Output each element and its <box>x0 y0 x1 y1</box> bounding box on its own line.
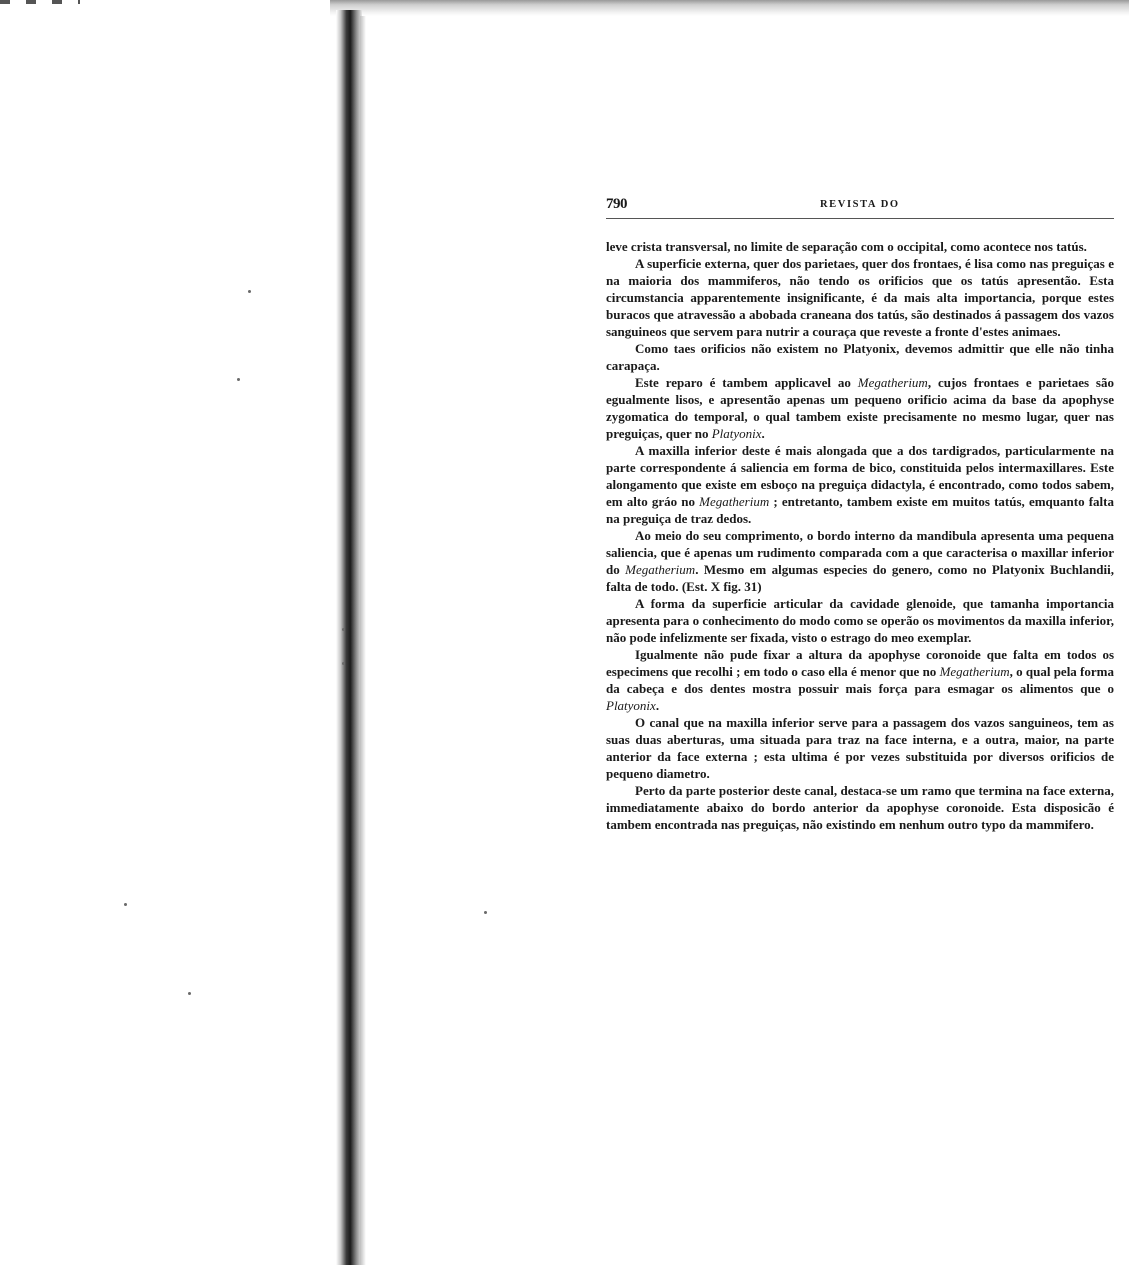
running-title: REVISTA DO <box>820 199 900 210</box>
text-run: . <box>655 698 660 713</box>
text-run: leve crista transversal, no limite de separação com o occipital, como acontece nos tatús. <box>606 239 1087 254</box>
text-run: Igualmente não pude fixar a altura da apophyse coronoide que falta em todos os especimens que recolhi ; em todo o caso ella é menor que no <box>606 647 1114 679</box>
paragraph <box>606 646 1114 714</box>
italic-term: Megatherium <box>939 664 1010 679</box>
italic-term: Megatherium <box>699 494 770 509</box>
book-spine-gutter <box>336 10 362 1265</box>
body-text <box>606 238 1114 833</box>
page-number: 790 <box>606 196 627 212</box>
text-run: , cujos frontaes e parietaes são egualmente lisos, e apresentão apenas um pequeno orificio acima da base da apophyse zygomatica do temporal, o qual tambem existe precisamente no mesmo lugar, quer nas preguiças, quer no <box>606 375 1114 441</box>
text-run: A forma da superficie articular da cavidade glenoide, que tamanha importancia apresenta para o conhecimento do modo como se operão os movimentos da maxilla inferior, não pode infelizmente ser fixada, visto o estrago do meo exemplar. <box>606 596 1114 645</box>
scan-speck <box>248 290 251 293</box>
text-run: A maxilla inferior deste é mais alongada que a dos tardigrados, particularmente na parte correspondente á saliencia em forma de bico, constituida pelos intermaxillares. Este alongamento que existe em esboço na preguiça didactyla, é encontrado, como todos sabem, em alto gráo no <box>606 443 1114 509</box>
scan-speck <box>124 903 127 906</box>
paragraph <box>606 714 1114 782</box>
text-run: Perto da parte posterior deste canal, destaca-se um ramo que termina na face externa, immediatamente abaixo do bordo anterior da apophyse coronoide. Esta disposicão é tambem encontrada nas preguiças, não existindo em nenhum outro typo da mammifero. <box>606 783 1114 832</box>
text-run: Ao meio do seu comprimento, o bordo interno da mandibula apresenta uma pequena saliencia, que é apenas um rudimento comparada com a que caracterisa o maxillar inferior do <box>606 528 1114 577</box>
paragraph <box>606 527 1114 595</box>
scan-speck <box>188 992 191 995</box>
paragraph <box>606 340 1114 374</box>
text-run: ; entretanto, tambem existe em muitos tatús, emquanto falta na preguiça de traz dedos. <box>606 494 1114 526</box>
paragraph <box>606 442 1114 527</box>
scan-speck <box>342 662 345 665</box>
paragraph <box>606 374 1114 442</box>
paragraph <box>606 238 1114 255</box>
italic-term: Platyonix <box>711 426 762 441</box>
paragraph <box>606 255 1114 340</box>
scan-top-shadow <box>330 0 1129 16</box>
book-page <box>606 196 1114 833</box>
paragraph <box>606 782 1114 833</box>
scan-speck <box>484 911 487 914</box>
text-run: . Mesmo em algumas especies do genero, como no Platyonix Buchlandii, falta de todo. (Est. X fig. 31) <box>606 562 1114 594</box>
text-run: O canal que na maxilla inferior serve para a passagem dos vazos sanguineos, tem as suas duas aberturas, uma situada para traz na face interna, e a outra, maior, na parte anterior da face externa ; esta ultima é por vezes substituida por diversos orificios de pequeno diametro. <box>606 715 1114 781</box>
running-header <box>606 196 1114 219</box>
book-spine-edge <box>360 16 366 1265</box>
text-run: , o qual pela forma da cabeça e dos dentes mostra possuir mais força para esmagar os alimentos que o <box>606 664 1114 696</box>
scan-edge-marks <box>0 0 80 4</box>
text-run: Este reparo é tambem applicavel ao <box>635 375 858 390</box>
paragraph <box>606 595 1114 646</box>
scan-speck <box>342 628 345 631</box>
text-run: . <box>761 426 765 441</box>
italic-term: Megatherium <box>857 375 928 390</box>
text-run: A superficie externa, quer dos parietaes, quer dos frontaes, é lisa como nas preguiças e na maioria dos mammiferos, não tendo os orificios que os tatús apresentão. Esta circumstancia apparentemente insignificante, é da mais alta importancia, porque estes buracos que atravessão a abobada craneana dos tatús, são destinados á passagem dos vazos sanguineos que servem para nutrir a couraça que reveste a fronte d'estes animaes. <box>606 256 1114 339</box>
italic-term: Megatherium <box>625 562 696 577</box>
scan-speck <box>237 378 240 381</box>
text-run: Como taes orificios não existem no Platyonix, devemos admittir que elle não tinha carapaça. <box>606 341 1114 373</box>
italic-term: Platyonix <box>606 698 656 713</box>
